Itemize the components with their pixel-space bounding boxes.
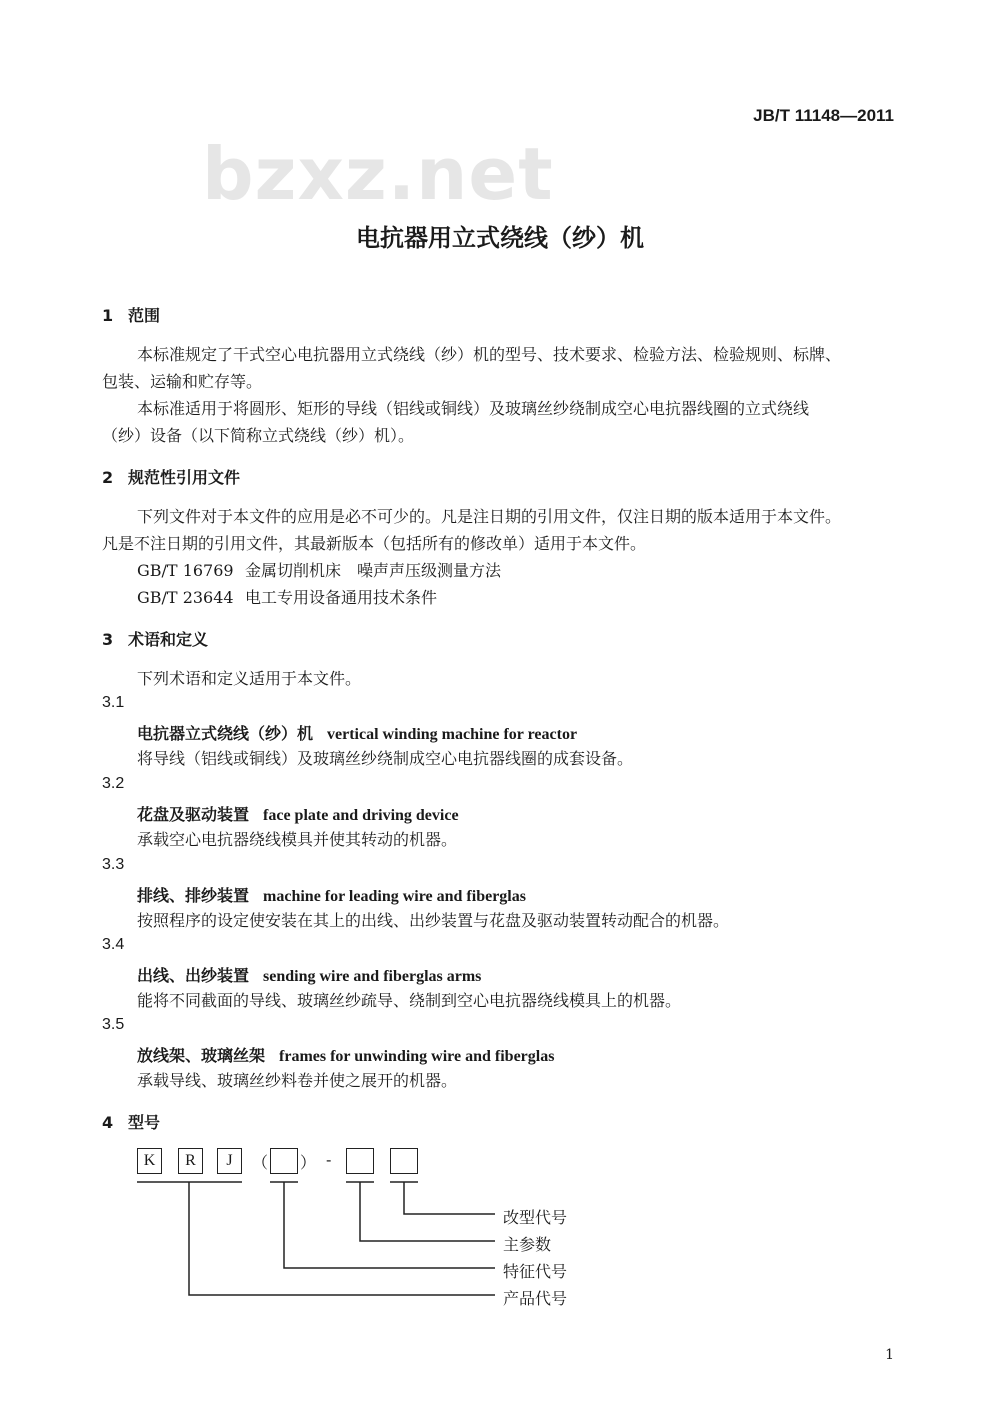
paragraph-line: 下列文件对于本文件的应用是必不可少的。凡是注日期的引用文件，仅注日期的版本适用于本文件。: [137, 507, 842, 526]
term-definition: 承载导线、玻璃丝纱料卷并使之展开的机器。: [137, 1071, 458, 1090]
model-label: 主参数: [503, 1235, 552, 1254]
term-definition: 按照程序的设定使安装在其上的出线、出纱装置与花盘及驱动装置转动配合的机器。: [137, 911, 730, 930]
section-title: 规范性引用文件: [128, 468, 241, 487]
section-number: 2: [102, 468, 114, 487]
section-number: 1: [102, 306, 114, 325]
term-zh: 电抗器立式绕线（纱）机: [137, 724, 314, 743]
term-zh: 排线、排纱装置: [137, 886, 250, 905]
watermark: bzxz.net: [202, 132, 554, 216]
reference-title: 电工专用设备通用技术条件: [245, 588, 438, 607]
section-title: 型号: [128, 1113, 161, 1132]
term-en: machine for leading wire and fiberglas: [263, 888, 526, 905]
reference-title: 金属切削机床 噪声声压级测量方法: [245, 561, 502, 580]
term-zh: 花盘及驱动装置: [137, 805, 250, 824]
section-title: 范围: [128, 306, 161, 325]
term-definition: 将导线（铝线或铜线）及玻璃丝纱绕制成空心电抗器线圈的成套设备。: [137, 749, 634, 768]
model-letter-box: J: [217, 1148, 242, 1174]
open-paren: （: [252, 1153, 269, 1172]
paragraph-line: 包装、运输和贮存等。: [102, 372, 263, 391]
term-zh: 放线架、玻璃丝架: [137, 1046, 266, 1065]
model-letter-box: K: [137, 1148, 162, 1174]
section-number: 4: [102, 1113, 114, 1132]
model-label: 改型代号: [503, 1208, 568, 1227]
term-en: face plate and driving device: [263, 807, 459, 824]
section-number: 3: [102, 630, 114, 649]
paragraph-line: （纱）设备（以下简称立式绕线（纱）机）。: [102, 426, 415, 445]
model-label: 产品代号: [503, 1289, 568, 1308]
model-letter-box: R: [178, 1148, 203, 1174]
term-number: 3.3: [102, 856, 125, 873]
reference-code: GB/T 23644: [137, 588, 234, 607]
term-zh: 出线、出纱装置: [137, 966, 250, 985]
page-number: 1: [885, 1347, 894, 1363]
reference-code: GB/T 16769: [137, 561, 234, 580]
paragraph-line: 下列术语和定义适用于本文件。: [137, 669, 362, 688]
term-number: 3.1: [102, 694, 125, 711]
term-number: 3.4: [102, 936, 125, 953]
close-paren: ）: [300, 1153, 317, 1172]
section-title: 术语和定义: [128, 630, 209, 649]
model-label: 特征代号: [503, 1262, 568, 1281]
paragraph-line: 凡是不注日期的引用文件，其最新版本（包括所有的修改单）适用于本文件。: [102, 534, 647, 553]
term-number: 3.2: [102, 775, 125, 792]
document-title: 电抗器用立式绕线（纱）机: [356, 224, 644, 252]
term-definition: 能将不同截面的导线、玻璃丝纱疏导、绕制到空心电抗器绕线模具上的机器。: [137, 991, 682, 1010]
dash: -: [326, 1150, 332, 1169]
term-en: sending wire and fiberglas arms: [263, 968, 482, 985]
term-en: frames for unwinding wire and fiberglas: [279, 1048, 555, 1065]
standard-number: JB/T 11148—2011: [753, 106, 894, 125]
paragraph-line: 本标准适用于将圆形、矩形的导线（铝线或铜线）及玻璃丝纱绕制成空心电抗器线圈的立式绕线: [137, 399, 810, 418]
term-definition: 承载空心电抗器绕线模具并使其转动的机器。: [137, 830, 458, 849]
term-en: vertical winding machine for reactor: [327, 726, 578, 743]
paragraph-line: 本标准规定了干式空心电抗器用立式绕线（纱）机的型号、技术要求、检验方法、检验规则、标牌、: [137, 345, 842, 364]
term-number: 3.5: [102, 1016, 125, 1033]
